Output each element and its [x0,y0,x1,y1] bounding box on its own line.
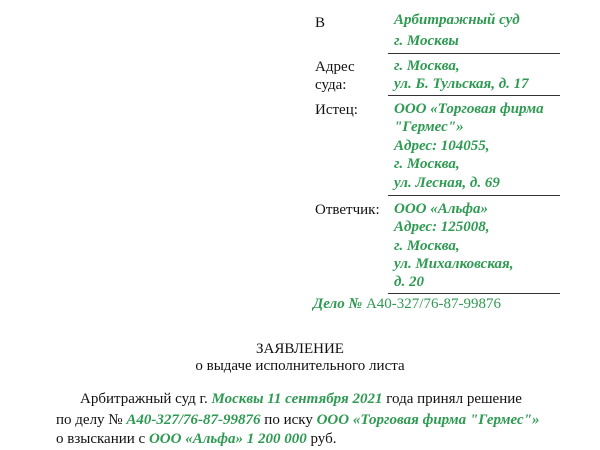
defendant-line-5: д. 20 [394,274,424,290]
body-line-2-fill-2: ООО «Торговая фирма "Гермес"» [316,412,540,428]
body-line-3-fill-1: ООО «Альфа» 1 200 000 [148,431,307,447]
body-line-3-text-1: о взыскании с [56,431,149,447]
body-line-3 [56,428,337,450]
body-line-1-text-1: Арбитражный суд г. [80,391,212,407]
document-subtitle: о выдаче исполнительного листа [195,358,405,374]
body-line-1-text-2: года принял решение [382,391,522,407]
body-line-2-text-1: по делу № [56,412,127,428]
body-line-1 [80,388,522,410]
defendant-line-3: г. Москва, [394,238,460,254]
plaintiff-line-1: ООО «Торговая фирма [394,101,544,117]
plaintiff-line-5: ул. Лесная, д. 69 [394,175,500,191]
body-line-2-text-2: по иску [260,412,317,428]
body-line-2-fill-1: А40-327/76-87-99876 [126,412,261,428]
court-address-label-1: Адрес [315,59,355,75]
plaintiff-line-2: "Гермес"» [394,119,464,135]
court-name-line-1: Арбитражный суд [394,12,520,28]
defendant-line-1: ООО «Альфа» [394,201,489,217]
court-address-line-2: ул. Б. Тульская, д. 17 [394,76,529,92]
divider-to [388,53,560,54]
court-name-line-2: г. Москвы [394,33,459,49]
divider-plaintiff [388,195,560,196]
body-line-3-text-2: руб. [306,431,337,447]
case-number [313,294,501,315]
court-address-label-2: суда: [315,77,347,93]
to-label: В [315,15,326,31]
body-line-1-fill-1: Москвы 11 сентября 2021 [211,391,383,407]
court-address-line-1: г. Москва, [394,58,460,74]
defendant-line-2: Адрес: 125008, [394,219,490,235]
divider-address [388,95,560,96]
plaintiff-line-4: г. Москва, [394,156,460,172]
document-title: ЗАЯВЛЕНИЕ [256,341,344,357]
defendant-label: Ответчик: [315,202,380,218]
case-prefix: Дело № [313,296,363,312]
plaintiff-line-3: Адрес: 104055, [394,138,490,154]
defendant-line-4: ул. Михалковская, [394,256,514,272]
plaintiff-label: Истец: [315,102,358,118]
case-number-value: А40-327/76-87-99876 [365,296,501,312]
